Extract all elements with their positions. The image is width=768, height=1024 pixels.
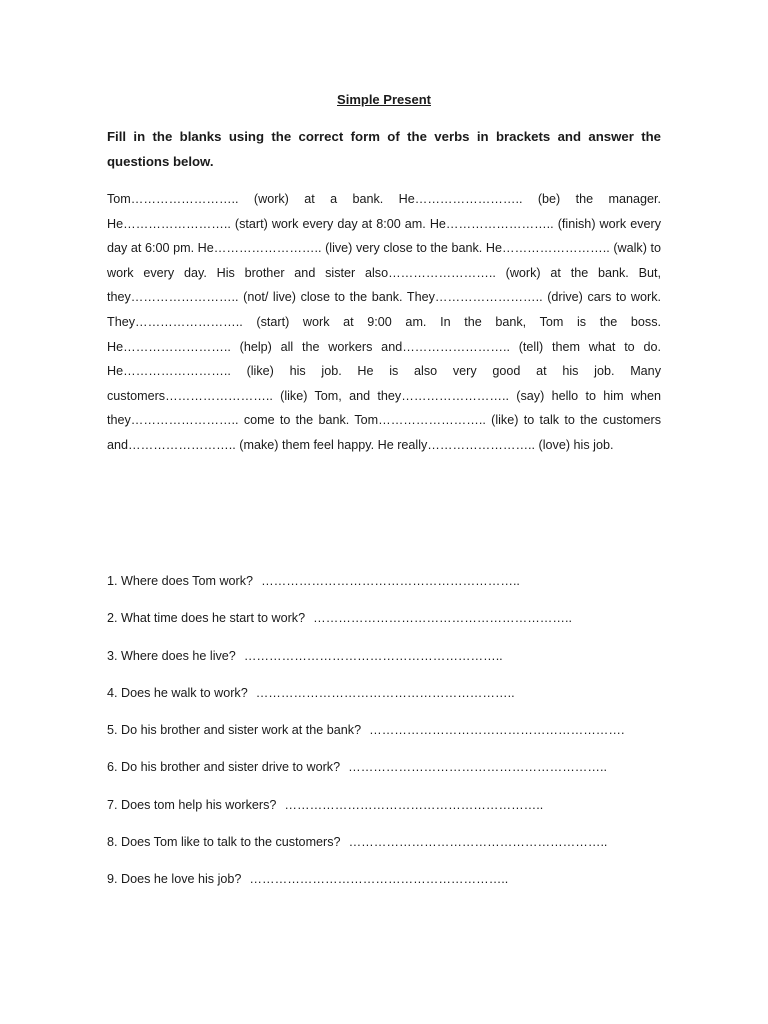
- question-item: [107, 868, 677, 905]
- answer-blank: ……………………………………………………..: [261, 574, 520, 588]
- question-item: [107, 794, 677, 831]
- question-item: [107, 607, 677, 644]
- question-item: [107, 831, 677, 868]
- fill-in-passage: Tom…………………….. (work) at a bank. He…………………….. (be) the manager. He…………………….. (start) work every day at 8:00 am. He…………………….. (finish) work every day at 6:00 pm. He…………………….. (live) very close to the bank. He…………………….. (walk) to work every day. His brother and sister also…………………….. (work) at the bank. But, they…………………….. (not/ live) close to the bank. They…………………….. (drive) cars to work. They…………………….. (start) work at 9:00 am. In the bank, Tom is the boss. He…………………….. (help) all the workers and…………………….. (tell) them what to do. He…………………….. (like) his job. He is also very good at his job. Many customers…………………….. (like) Tom, and they…………………….. (say) hello to him when they…………………….. come to the bank. Tom…………………….. (like) to talk to the customers and…………………….. (make) them feel happy. He really…………………….. (love) his job.: [107, 192, 661, 452]
- worksheet-title: Simple Present: [337, 92, 431, 107]
- question-text: 3. Where does he live?: [107, 648, 236, 663]
- question-item: [107, 570, 677, 607]
- question-item: [107, 682, 677, 719]
- answer-blank: …………………………………………………….: [369, 723, 625, 738]
- question-list: [107, 570, 677, 906]
- question-item: [107, 756, 677, 793]
- answer-blank: ……………………………………………………..: [284, 797, 544, 812]
- answer-blank: ……………………………………………………..: [313, 611, 572, 626]
- question-text: 4. Does he walk to work?: [107, 685, 248, 700]
- question-item: [107, 719, 677, 756]
- question-item: [107, 645, 677, 682]
- question-text: 6. Do his brother and sister drive to work?: [107, 760, 341, 775]
- answer-blank: ……………………………………………………..: [243, 648, 503, 663]
- question-text: 5. Do his brother and sister work at the bank?: [107, 723, 362, 738]
- answer-blank: ……………………………………………………..: [348, 760, 607, 775]
- answer-blank: ……………………………………………………..: [249, 872, 509, 887]
- question-text: 8. Does Tom like to talk to the customers?: [107, 835, 341, 850]
- answer-blank: ……………………………………………………..: [255, 685, 515, 700]
- question-text: 2. What time does he start to work?: [107, 611, 306, 626]
- instructions: Fill in the blanks using the correct form of the verbs in brackets and answer the questions below.: [107, 129, 661, 169]
- question-text: 9. Does he love his job?: [107, 872, 242, 887]
- answer-blank: ……………………………………………………..: [348, 835, 608, 850]
- question-text: 7. Does tom help his workers?: [107, 797, 277, 812]
- question-text: 1. Where does Tom work?: [107, 574, 254, 588]
